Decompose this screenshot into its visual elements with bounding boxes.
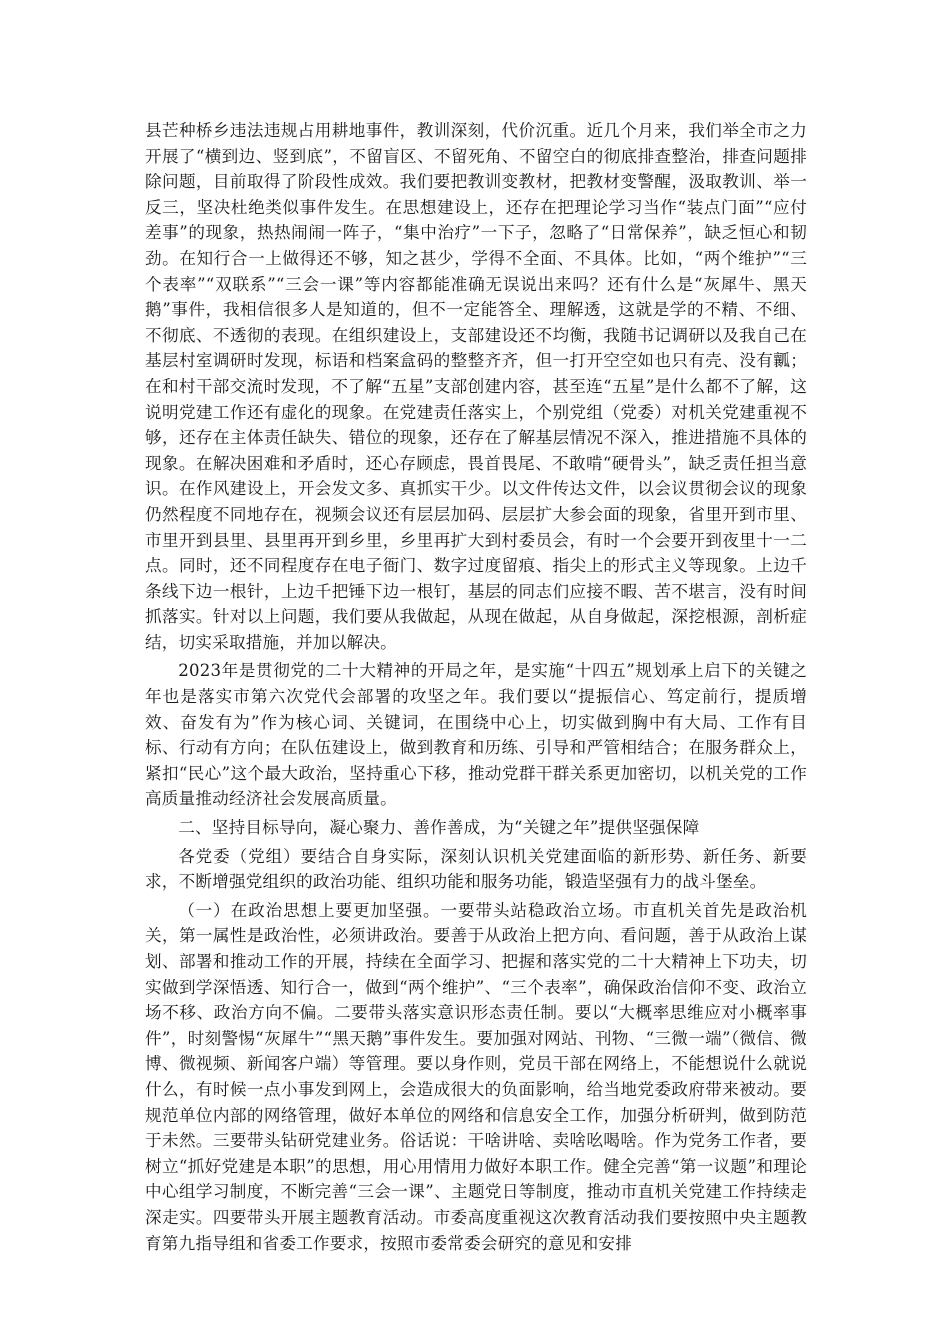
section-heading-two: 二、坚持目标导向，凝心聚力、善作善成，为“关键之年”提供坚强保障	[178, 818, 700, 838]
document-body	[145, 118, 807, 1256]
paragraph-political-thought: （一）在政治思想上要更加坚强。一要带头站稳政治立场。市直机关首先是政治机关，第一属性是政治性，必须讲政治。要善于从政治上把方向、看问题，善于从政治上谋划、部署和推动工作的开展，持续在全面学习、把握和落实党的二十大精神上下功夫，切实做到学深悟透、知行合一，做到“两个维护”、“三个表率”，确保政治信仰不变、政治立场不移、政治方向不偏。二要带头落实意识形态责任制。要以“大概率思维应对小概率事件”，时刻警惕“灰犀牛”“黑天鹅”事件发生。要加强对网站、刊物、“三微一端”（微信、微博、微视频、新闻客户端）等管理。要以身作则，党员干部在网络上，不能想说什么就说什么，有时候一点小事发到网上，会造成很大的负面影响，给当地党委政府带来被动。要规范单位内部的网络管理，做好本单位的网络和信息安全工作，加强分析研判，做到防范于未然。三要带头钻研党建业务。俗话说：干啥讲啥、卖啥吆喝啥。作为党务工作者，要树立“抓好党建是本职”的思想，用心用情用力做好本职工作。健全完善“第一议题”和理论中心组学习制度，不断完善“三会一课”、主题党日等制度，推动市直机关党建工作持续走深走实。四要带头开展主题教育活动。市委高度重视这次教育活动我们要按照中央主题教育第九指导组和省委工作要求，按照市委常委会研究的意见和安排	[145, 900, 807, 1253]
paragraph-continuation: 县芒种桥乡违法违规占用耕地事件，教训深刻，代价沉重。近几个月来，我们举全市之力开展了“横到边、竖到底”，不留盲区、不留死角、不留空白的彻底排查整治，排查问题排除问题，目前取得了阶段性成效。我们要把教训变教材，把教材变警醒，汲取教训、举一反三，坚决杜绝类似事件发生。在思想建设上，还存在把理论学习当作“装点门面”“应付差事”的现象，热热闹闹一阵子，“集中治疗”一下子，忽略了“日常保养”，缺乏恒心和韧劲。在知行合一上做得还不够，知之甚少，学得不全面、不具体。比如，“两个维护”“三个表率”“双联系”“三会一课”等内容都能准确无误说出来吗？还有什么是“灰犀牛、黑天鹅”事件，我相信很多人是知道的，但不一定能答全、理解透，这就是学的不精、不细、不彻底、不透彻的表现。在组织建设上，支部建设还不均衡，我随书记调研以及我自己在基层村室调研时发现，标语和档案盒码的整整齐齐，但一打开空空如也只有壳、没有瓤；在和村干部交流时发现，不了解“五星”支部创建内容，甚至连“五星”是什么都不了解，这说明党建工作还有虚化的现象。在党建责任落实上，个别党组（党委）对机关党建重视不够，还存在主体责任缺失、错位的现象，还存在了解基层情况不深入，推进措施不具体的现象。在解决困难和矛盾时，还心存顾虑，畏首畏尾、不敢啃“硬骨头”，缺乏责任担当意识。在作风建设上，开会发文多、真抓实干少。以文件传达文件，以会议贯彻会议的现象仍然程度不同地存在，视频会议还有层层加码、层层扩大参会面的现象，省里开到市里、市里开到县里、县里再开到乡里，乡里再扩大到村委员会，有时一个会要开到夜里十一二点。同时，还不同程度存在电子衙门、数字过度留痕、指尖上的形式主义等现象。上边千条线下边一根针，上边千把锤下边一根钉，基层的同志们应接不暇、苦不堪言，没有时间抓落实。针对以上问题，我们要从我做起，从现在做起，从自身做起，深挖根源，剖析症结，切实采取措施，并加以解决。	[145, 121, 807, 652]
paragraph-party-committees: 各党委（党组）要结合自身实际，深刻认识机关党建面临的新形势、新任务、新要求，不断增强党组织的政治功能、组织功能和服务功能，锻造坚强有力的战斗堡垒。	[145, 846, 807, 892]
paragraph-2023-goals: 2023年是贯彻党的二十大精神的开局之年，是实施“十四五”规划承上启下的关键之年也是落实市第六次党代会部署的攻坚之年。我们要以“提振信心、笃定前行，提质增效、奋发有为”作为核心词、关键词，在围绕中心上，切实做到胸中有大局、工作有目标、行动有方向；在队伍建设上，做到教育和历练、引导和严管相结合；在服务群众上，紧扣“民心”这个最大政治，坚持重心下移，推动党群干群关系更加密切，以机关党的工作高质量推动经济社会发展高质量。	[145, 661, 807, 809]
